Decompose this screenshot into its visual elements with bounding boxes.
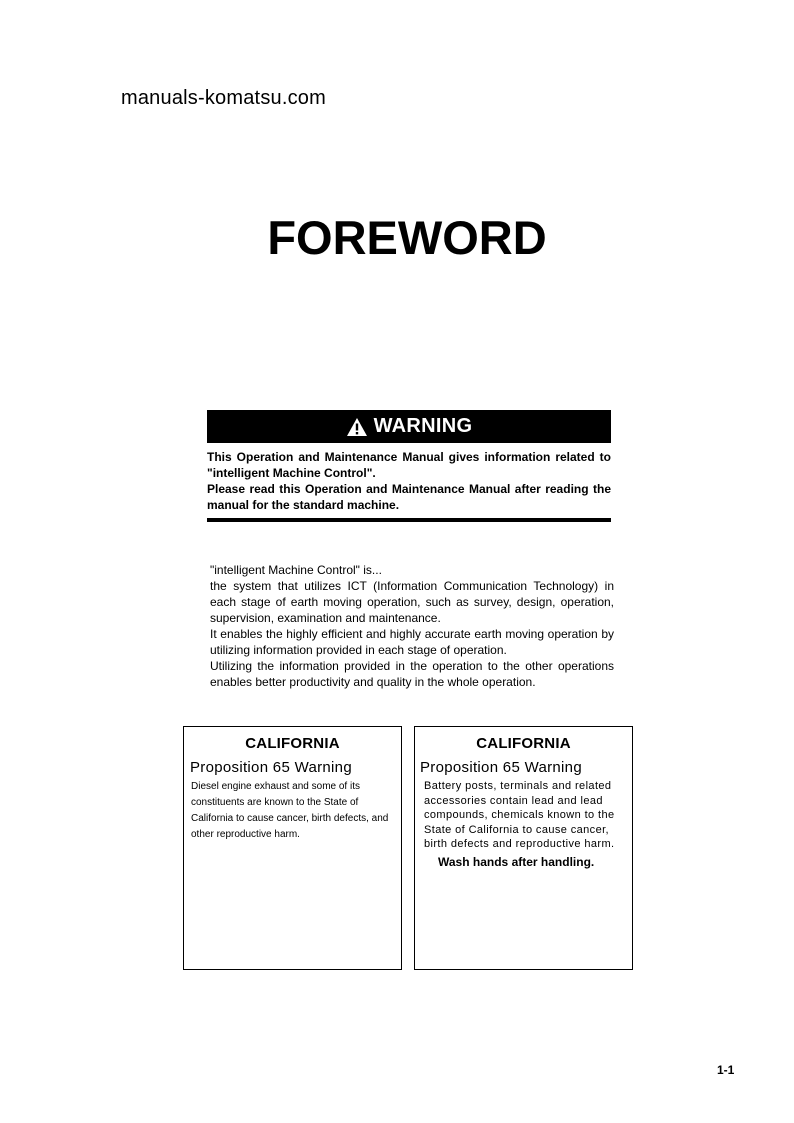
warning-divider [207,518,611,522]
warning-label: WARNING [373,415,473,437]
warning-text [207,449,611,513]
intro-text [210,562,614,690]
intro-line: "intelligent Machine Control" is... [210,563,382,577]
warning-triangle-icon [346,417,368,437]
prop65-box-battery [414,726,633,970]
warning-line: This Operation and Maintenance Manual gives information related to "intelligent Machine Control". [207,450,611,480]
prop65-note: Wash hands after handling. [438,854,595,869]
intro-line: It enables the highly efficient and highly accurate earth moving operation by utilizing information provided in each stage of operation. [210,627,614,657]
prop65-body: Diesel engine exhaust and some of its constituents are known to the State of California to cause cancer, birth defects, and other reproductive harm. [191,781,389,840]
warning-header [207,410,611,443]
intro-line: the system that utilizes ICT (Information Communication Technology) in each stage of earth moving operation, such as survey, design, operation, supervision, examination and maintenance. [210,579,614,625]
prop65-body: Battery posts, terminals and related accessories contain lead and lead compounds, chemicals known to the State of California to cause cancer, birth defects and reproductive harm. [424,780,615,850]
intro-line: Utilizing the information provided in the operation to the other operations enables better productivity and quality in the whole operation. [210,659,614,689]
prop65-box-diesel [183,726,402,970]
page-title: FOREWORD [267,211,547,264]
page-number: 1-1 [717,1063,735,1077]
warning-box [207,410,611,522]
warning-line: Please read this Operation and Maintenance Manual after reading the manual for the standard machine. [207,482,611,512]
prop65-state: CALIFORNIA [476,735,571,752]
prop65-heading: Proposition 65 Warning [420,759,582,776]
prop65-state: CALIFORNIA [245,735,340,752]
prop65-heading: Proposition 65 Warning [190,759,352,776]
site-watermark: manuals-komatsu.com [121,87,326,109]
